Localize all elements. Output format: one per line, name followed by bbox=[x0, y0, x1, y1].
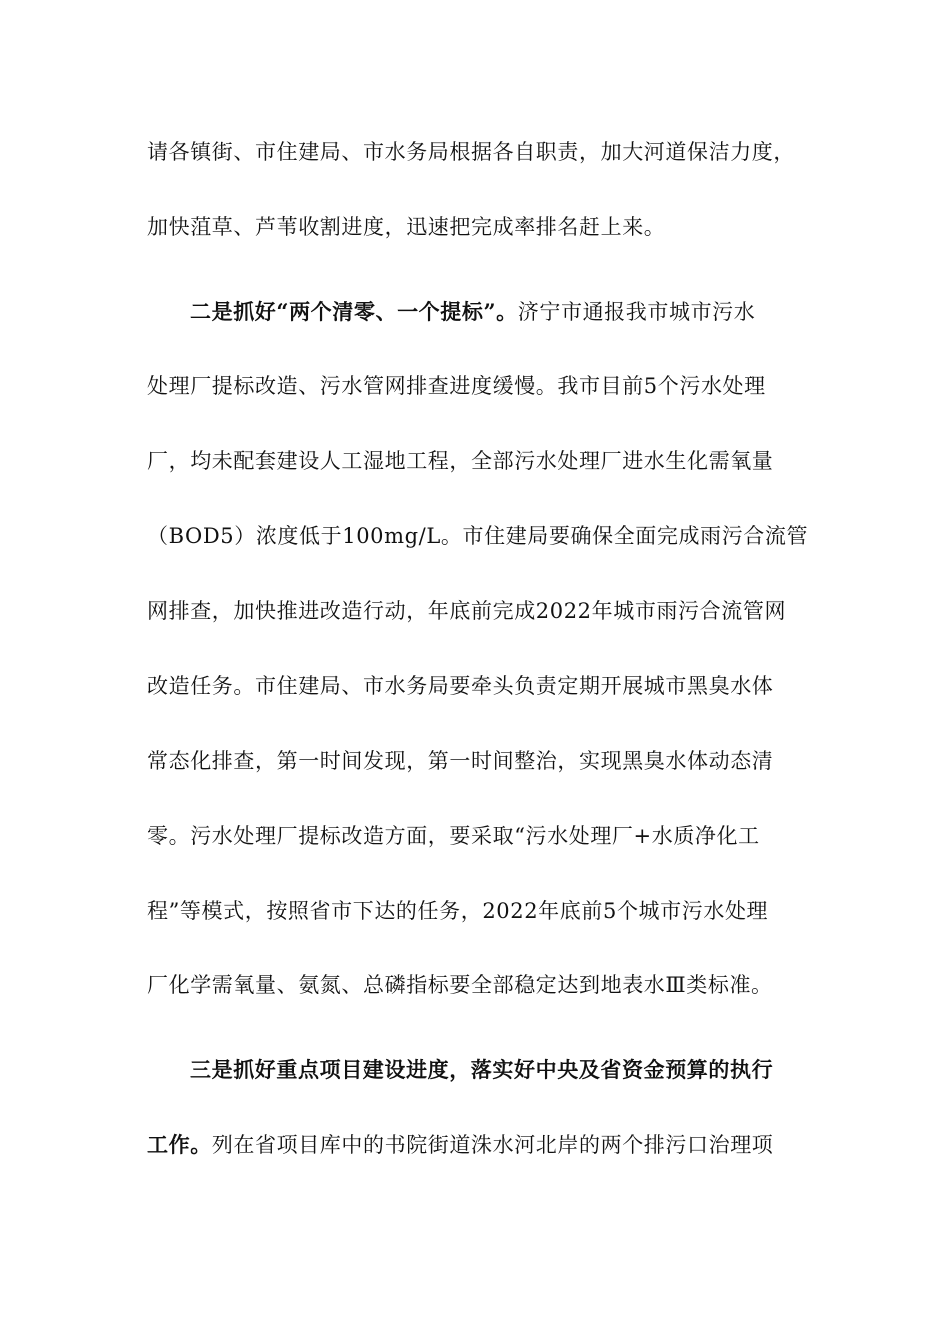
paragraph-3-text: 列在省项目库中的书院街道洙水河北岸的两个排污口治理项 bbox=[211, 1133, 774, 1157]
paragraph-2-line-4: （BOD5）浓度低于100mg/L。市住建局要确保全面完成雨污合流管 bbox=[147, 524, 809, 548]
paragraph-2-line-6: 改造任务。市住建局、市水务局要牵头负责定期开展城市黑臭水体 bbox=[147, 674, 774, 698]
paragraph-2-text: 济宁市通报我市城市污水 bbox=[517, 300, 756, 324]
paragraph-2-line-5: 网排查，加快推进改造行动，年底前完成2022年城市雨污合流管网 bbox=[147, 599, 787, 623]
paragraph-2-line-7: 常态化排查，第一时间发现，第一时间整治，实现黑臭水体动态清 bbox=[147, 749, 774, 773]
paragraph-2-line-10: 厂化学需氧量、氨氮、总磷指标要全部稳定达到地表水Ⅲ类标准。 bbox=[147, 973, 773, 997]
paragraph-1-line-2: 加快菹草、芦苇收割进度，迅速把完成率排名赶上来。 bbox=[147, 215, 666, 239]
paragraph-2-line-8: 零。污水处理厂提标改造方面，要采取“污水处理厂+水质净化工 bbox=[147, 824, 760, 848]
paragraph-2-line-3: 厂，均未配套建设人工湿地工程，全部污水处理厂进水生化需氧量 bbox=[147, 449, 774, 473]
paragraph-2-heading: 二是抓好“两个清零、一个提标”。 bbox=[190, 299, 518, 324]
paragraph-3-line-2 bbox=[147, 1130, 807, 1160]
paragraph-2-line-2: 处理厂提标改造、污水管网排查进度缓慢。我市目前5个污水处理 bbox=[147, 374, 766, 398]
paragraph-2-line-1 bbox=[190, 297, 807, 327]
paragraph-2-line-9: 程”等模式，按照省市下达的任务，2022年底前5个城市污水处理 bbox=[147, 899, 769, 923]
paragraph-3-heading-line-2: 工作。 bbox=[147, 1132, 212, 1157]
paragraph-1-line-1: 请各镇街、市住建局、市水务局根据各自职责，加大河道保洁力度， bbox=[147, 140, 795, 164]
paragraph-3-heading-line-1: 三是抓好重点项目建设进度，落实好中央及省资金预算的执行 bbox=[190, 1057, 774, 1082]
